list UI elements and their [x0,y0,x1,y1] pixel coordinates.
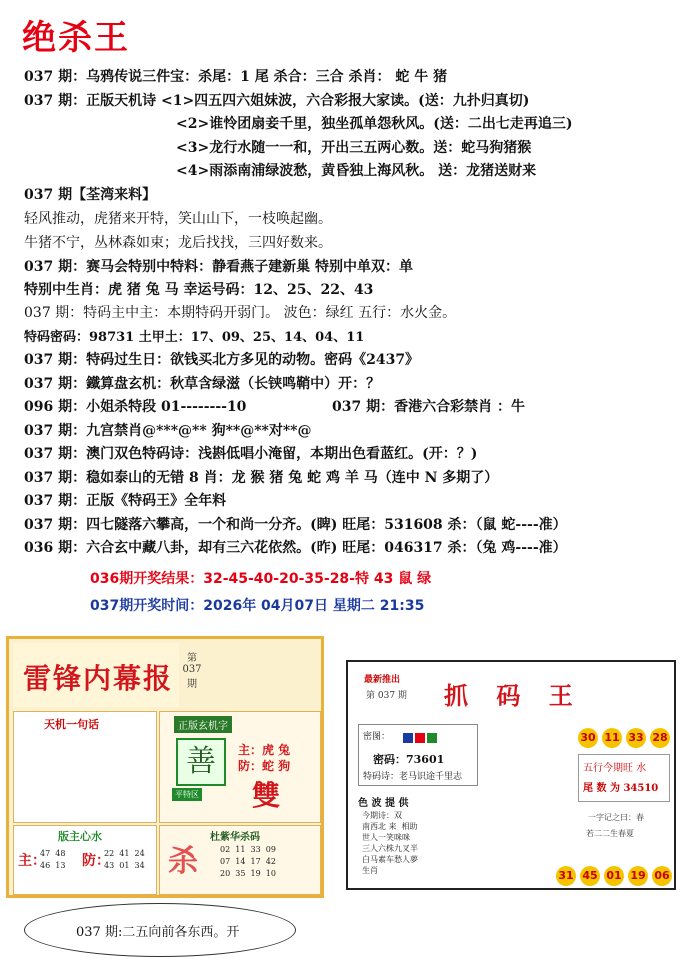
list-item: 037 期：特码过生日：欲钱买北方多见的动物。密码《2437》 [24,352,420,368]
cloud-text: 037 期:二五向前各东西。开 [76,925,240,940]
color-tags: 色 波 提 供 [358,798,409,809]
weishu-line: 尾 数 为 34510 [583,783,659,794]
right-zhuama-panel [346,660,676,890]
zhu-label: 主： [18,853,46,869]
list-item: 036 期：六合玄中藏八卦，却有三六花依然。(昨) 旺尾：046317 杀：（兔 鸡----准） [24,540,567,556]
list-item: 037 期：澳门双色特码诗：浅斟低唱小淹留，本期出色看蓝红。(开：？) [24,446,478,462]
list-item: 轻风推动，虎猪来开特，笑山山下，一枝唤起幽。 [24,211,332,227]
list-item: 特码密码：98731 土甲土：17、09、25、14、04、11 [24,330,365,345]
zhu-fang-lines [238,742,290,774]
wuxing-line: 五行今期旺 水 [583,763,647,774]
big-character: 善 [176,738,226,786]
panel-issue: 第 037 期 [182,653,202,690]
list-item: 037 期：稳如泰山的无错 8 肖：龙 猴 猪 兔 蛇 鸡 羊 马（连中 N 多期了） [24,470,499,486]
list-item: 096 期：小姐杀特段 01--------10 [24,399,247,415]
box-xuanji [159,711,321,823]
number-ball: 01 [604,866,624,886]
number-ball: 06 [652,866,672,886]
number-ball: 33 [626,728,646,748]
list-item: 037 期：九宫禁肖@***@** 狗**@**对**@ [24,423,312,439]
panel-issue: 第 037 期 [366,691,407,701]
sha-character: 杀 [168,844,198,879]
box-tianji [13,711,157,823]
special-poem: 特码诗：老马识途千里志 [363,772,463,782]
draw-result: 036期开奖结果：32-45-40-20-35-28-特 43 鼠 绿 [90,571,432,587]
box-shama [159,825,321,895]
list-item: 牛猪不宁，丛林森如束；龙后找找，三四好数来。 [24,235,332,251]
shuang-character: 雙 [252,779,281,812]
code-label: 密图： [363,732,391,742]
panel-title: 抓 码 王 [444,681,583,710]
list-item: 037 期：四七隧落六攀高，一个和尚一分齐。(睥) 旺尾：531608 杀：（鼠 蛇----准） [24,517,567,533]
box-title: 正版玄机字 [174,716,232,733]
secret-code: 密码：73601 [373,753,445,766]
next-draw-time: 037期开奖时间：2026年 04月07日 星期二 21:35 [90,598,425,614]
list-item: <4>雨添南浦绿波愁，黄昏独上海风秋。 送：龙猪送财来 [176,163,537,179]
number-ball: 45 [580,866,600,886]
list-item: <2>谁怜团扇妾千里，独坐孤单怨秋风。(送：二出七走再追三) [176,116,573,132]
new-label: 最新推出 [364,675,401,685]
list-item: <3>龙行水随一一和，开出三五两心数。送：蛇马狗猪猴 [176,140,532,156]
number-ball: 11 [602,728,622,748]
list-item: 037 期【荃湾来料】 [24,187,157,203]
big-char-caption: 平特区 [172,788,202,801]
number-ball: 28 [650,728,670,748]
code-box [358,724,478,786]
wuxing-box [578,754,670,802]
zhu-line: 主：虎 兔 [238,743,291,757]
list-item: 037 期：特码主中主：本期特码开弱门。 波色：绿红 五行：水火金。 [24,305,457,321]
poem-columns: 今期诗：双 南西北 来 相助 世人一笑咪咪 三人六株九叉半 白马素车愁人夢 生肖 [362,811,418,875]
list-item: 特别中生肖：虎 猪 兔 马 幸运号码：12、25、22、43 [24,282,374,298]
logo-icon [403,727,439,745]
number-ball: 19 [628,866,648,886]
fang-label: 防： [82,853,110,869]
fang-numbers: 22 41 24 43 01 34 [104,849,145,870]
panel-header [13,643,179,707]
box-title: 天机一句话 [44,718,99,731]
number-ball: 31 [556,866,576,886]
list-item: 037 期：赛马会特别中特料：静看燕子建新巢 特别中单双：单 [24,259,413,275]
list-item: 037 期：正版《特码王》全年料 [24,493,227,509]
zhu-numbers: 47 48 46 13 [40,849,66,870]
box-banzhu [13,825,157,895]
panel-title: 雷锋内幕报 [23,662,174,695]
list-item: 037 期：鐵算盘玄机：秋草含绿滋（长铗鸣鞘中）开：？ [24,376,381,392]
list-item: 037 期：乌鸦传说三件宝：杀尾：1 尾 杀合：三合 杀肖： 蛇 牛 猪 [24,69,448,85]
left-newspaper-panel [6,636,324,898]
fang-line: 防：蛇 狗 [238,759,291,773]
list-item: 037 期：正版天机诗 <1>四五四六姐妹波，六合彩报大家读。(送：九扑归真切) [24,93,530,109]
box-title: 杜紫华杀码 [210,832,260,843]
side-note: 037 期：香港六合彩禁肖 ：牛 [332,399,525,415]
page-title: 绝杀王 [22,18,130,58]
ruo-line: 若二二生春夏 [586,829,634,838]
box-title: 版主心水 [58,830,102,843]
number-ball: 30 [578,728,598,748]
sha-numbers: 02 11 33 09 07 14 17 42 20 35 19 10 [220,845,276,878]
yizi-line: 一字记之曰：春 [588,813,644,822]
